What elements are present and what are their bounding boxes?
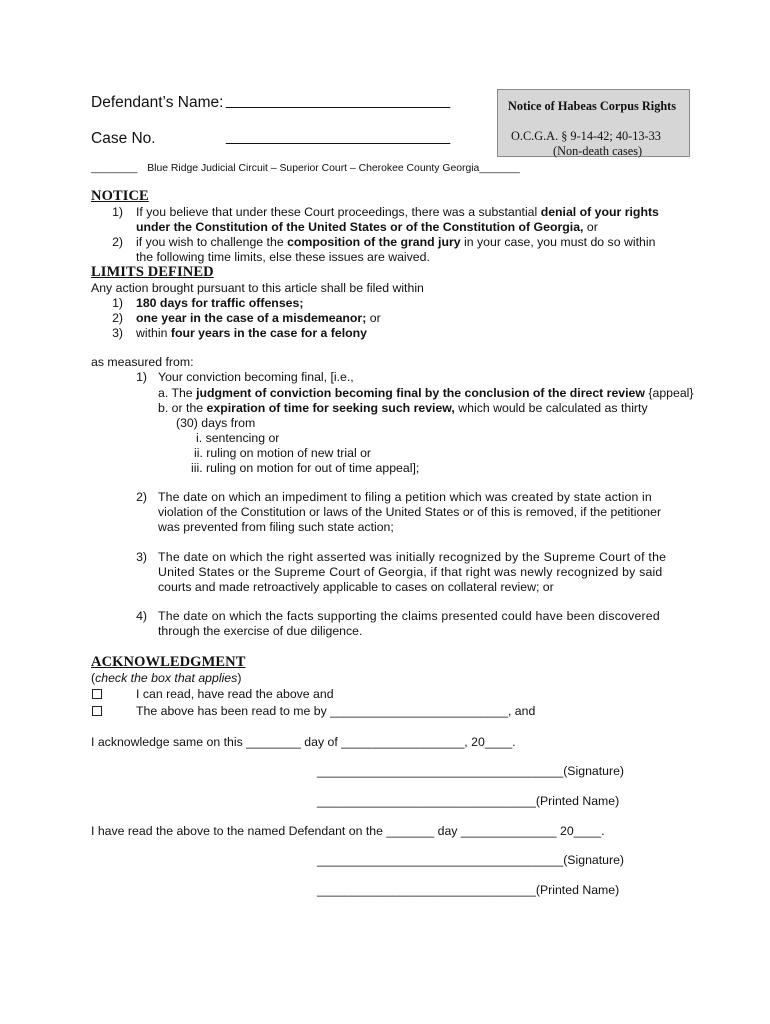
printed-name-line-reader[interactable]: ________________________________(Printed Name): [317, 883, 620, 897]
checkbox-read-to-me[interactable]: [92, 706, 102, 716]
signature-line-defendant[interactable]: ____________________________________(Signature): [317, 764, 625, 778]
measure-1-sub-b: b. or the expiration of time for seeking such review, which would be calculated as thirty: [158, 401, 648, 415]
measure-1-sub-iii: iii. ruling on motion for out of time appeal];: [191, 461, 420, 475]
measured-from-label: as measured from:: [91, 355, 194, 369]
notice-box-code: O.C.G.A. § 9-14-42; 40-13-33: [511, 129, 661, 143]
measure-1-sub-i: i. sentencing or: [196, 431, 280, 445]
signature-line-reader[interactable]: ____________________________________(Signature): [317, 853, 625, 867]
option-read-to-me-label[interactable]: The above has been read to me by __________________________, and: [136, 704, 536, 718]
notice-heading: NOTICE: [91, 188, 149, 204]
measure-1-sub-ii: ii. ruling on motion of new trial or: [194, 446, 372, 460]
case-no-field[interactable]: __________________________: [226, 128, 451, 145]
notice-box-subtitle: (Non-death cases): [553, 144, 643, 158]
court-name: Blue Ridge Judicial Circuit – Superior Court – Cherokee County Georgia: [147, 163, 480, 174]
limits-heading: LIMITS DEFINED: [91, 264, 214, 280]
acknowledgment-heading: ACKNOWLEDGMENT: [91, 654, 246, 670]
option-can-read-label: I can read, have read the above and: [136, 687, 334, 701]
notice-box: [497, 89, 690, 157]
defendant-name-field[interactable]: __________________________: [226, 92, 451, 109]
case-no-label: Case No.: [91, 130, 156, 147]
court-line: ________ Blue Ridge Judicial Circuit – Superior Court – Cherokee County Georgia_______: [91, 163, 520, 174]
read-to-defendant-line[interactable]: I have read the above to the named Defendant on the _______ day ______________ 20____.: [91, 824, 605, 838]
checkbox-can-read[interactable]: [92, 689, 102, 699]
acknowledgment-instruction: (check the box that applies): [91, 671, 242, 685]
limits-intro: Any action brought pursuant to this article shall be filed within: [91, 281, 424, 295]
measure-1-sub-a: a. The judgment of conviction becoming final by the conclusion of the direct review {appeal}: [158, 386, 694, 400]
acknowledge-date-line[interactable]: I acknowledge same on this ________ day of __________________, 20____.: [91, 735, 516, 749]
printed-name-line-defendant[interactable]: ________________________________(Printed Name): [317, 794, 620, 808]
notice-box-title: Notice of Habeas Corpus Rights: [508, 99, 677, 113]
defendant-name-label: Defendant’s Name:: [91, 94, 224, 111]
